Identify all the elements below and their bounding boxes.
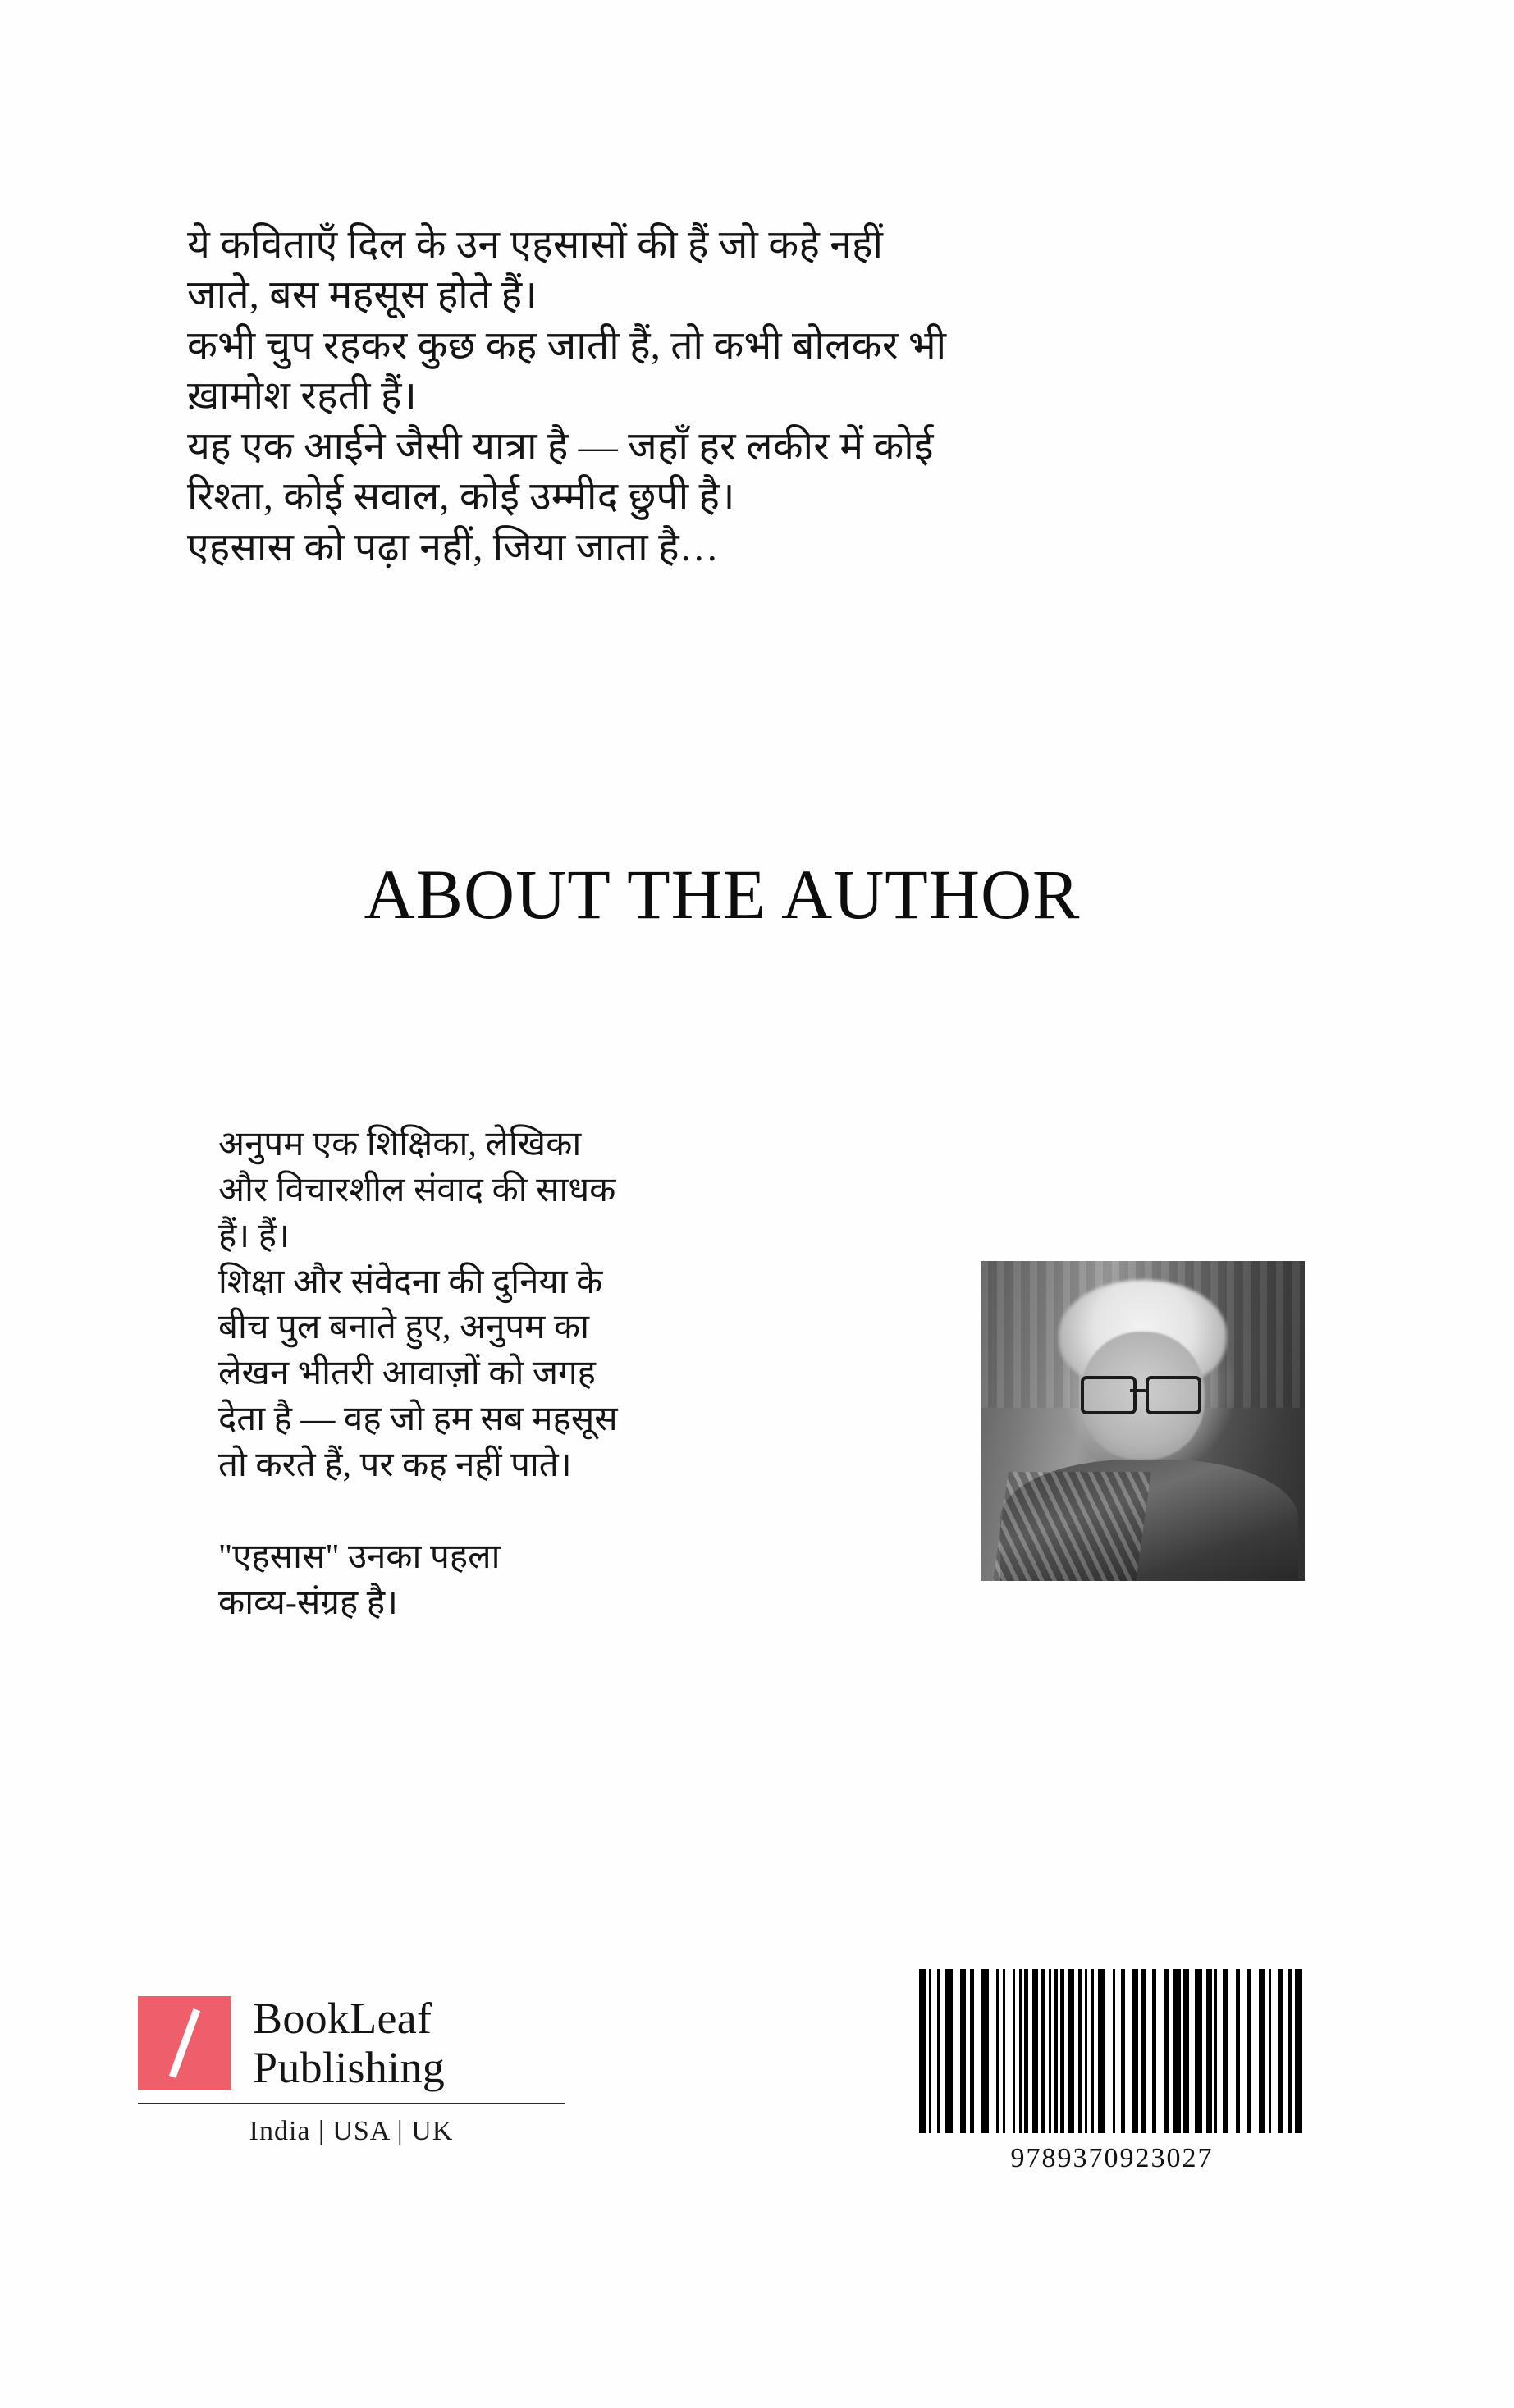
bio-line: तो करते हैं, पर कह नहीं पाते। [218,1446,572,1485]
barcode-space [1271,1969,1278,2133]
barcode-space [1146,1969,1152,2133]
barcode-space [1189,1969,1195,2133]
barcode-bar [1259,1969,1265,2133]
blurb-text [187,220,1213,573]
barcode-space [1125,1969,1132,2133]
barcode-space [931,1969,937,2133]
barcode-bar [1068,1969,1074,2133]
blurb-line: रिश्ता, कोई सवाल, कोई उम्मीद छुपी है। [187,475,735,519]
bio-line: "एहसास" उनका पहला [218,1538,501,1576]
barcode-bar [1195,1969,1202,2133]
author-photo [981,1261,1305,1581]
blurb-line: जाते, बस महसूस होते हैं। [187,273,537,318]
blurb-line: यह एक आईने जैसी यात्रा है — जहाँ हर लकीर में कोई [187,424,934,468]
publisher-logo [138,1994,565,2147]
publisher-regions: India | USA | UK [249,2115,454,2146]
barcode-bar [1098,1969,1105,2133]
barcode-space [1240,1969,1247,2133]
barcode-space [1228,1969,1236,2133]
bio-line: और विचारशील संवाद की साधक [218,1171,616,1209]
barcode-bar [1295,1969,1302,2133]
photo-sari-drape [992,1472,1151,1581]
barcode-space [1156,1969,1164,2133]
publisher-divider [138,2103,565,2104]
barcode-bar [1164,1969,1169,2133]
barcode-bar [1183,1969,1189,2133]
bookleaf-slash-icon [138,1996,231,2090]
barcode-bar [1141,1969,1146,2133]
barcode-space [1302,1969,1305,2133]
bio-line: हैं। हैं। [218,1217,290,1255]
barcode-bar [1223,1969,1228,2133]
bio-line: देता है — वह जो हम सब महसूस [218,1400,618,1439]
blurb-line: एहसास को पढ़ा नहीं, जिया जाता है… [187,525,719,569]
barcode-bar [1032,1969,1038,2133]
barcode-space [1005,1969,1013,2133]
bio-line: काव्य-संग्रह है। [218,1583,398,1622]
blurb-line: ये कविताएँ दिल के उन एहसासों की हैं जो कहे नहीं [187,223,884,267]
barcode-block [919,1969,1305,2174]
publisher-logo-row [138,1994,565,2093]
barcode-space [1105,1969,1113,2133]
barcode-space [1115,1969,1121,2133]
barcode-space [940,1969,945,2133]
barcode-bar [981,1969,989,2133]
barcode-space [1217,1969,1223,2133]
photo-eyeglass-left [1081,1376,1136,1414]
publisher-name [253,1994,445,2093]
photo-eyeglass-bridge [1130,1389,1146,1392]
barcode-bar [1206,1969,1212,2133]
slash-glyph [169,2008,200,2077]
bio-spacer [218,1489,842,1535]
barcode-bar [1173,1969,1181,2133]
bio-line: अनुपम एक शिक्षिका, लेखिका [218,1126,582,1163]
about-the-author-heading: ABOUT THE AUTHOR [364,855,1081,934]
isbn-barcode [919,1969,1305,2133]
photo-eyeglass-right [1146,1376,1201,1414]
bio-line: लेखन भीतरी आवाज़ों को जगह [218,1355,596,1393]
bio-line: शिक्षा और संवेदना की दुनिया के [218,1263,603,1301]
blurb-line: कभी चुप रहकर कुछ कह जाती हैं, तो कभी बोलकर भी [187,323,947,368]
barcode-space [989,1969,996,2133]
barcode-space [1283,1969,1288,2133]
barcode-bar [919,1969,926,2133]
barcode-space [1251,1969,1259,2133]
barcode-bar [945,1969,953,2133]
publisher-name-line2: Publishing [253,2043,446,2093]
barcode-bar [1132,1969,1138,2133]
publisher-name-line1: BookLeaf [253,1994,432,2043]
blurb-line: ख़ामोश रहती हैं। [187,374,418,418]
barcode-space [974,1969,981,2133]
barcode-bar [960,1969,966,2133]
isbn-number: 9789370923027 [1010,2143,1214,2173]
barcode-space [953,1969,960,2133]
bio-line: बीच पुल बनाते हुए, अनुपम का [218,1309,590,1347]
author-bio [218,1122,842,1627]
